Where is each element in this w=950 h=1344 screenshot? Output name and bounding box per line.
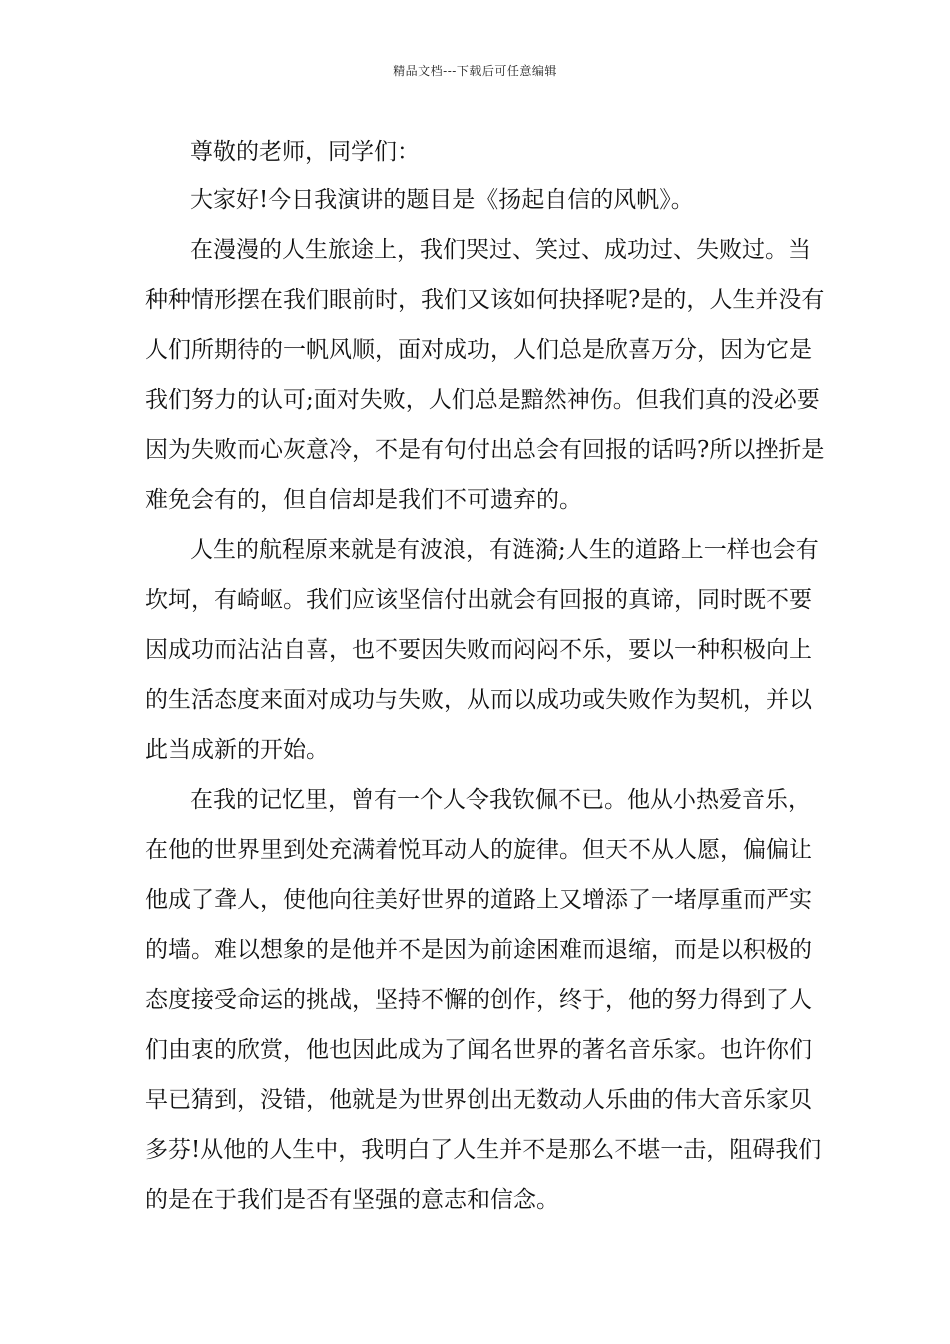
paragraph-1-line-6: 难免会有的，但自信却是我们不可遗弃的。 (145, 487, 582, 513)
paragraph-2-line-5: 此当成新的开始。 (145, 737, 329, 763)
paragraph-1-line-5: 因为失败而心灰意冷，不是有句付出总会有回报的话吗?所以挫折是 (145, 437, 825, 463)
greeting-line: 大家好!今日我演讲的题目是《扬起自信的风帆》。 (190, 187, 694, 213)
paragraph-2-line-4: 的生活态度来面对成功与失败，从而以成功或失败作为契机，并以 (145, 687, 812, 713)
paragraph-2-line-1: 人生的航程原来就是有波浪，有涟漪;人生的道路上一样也会有 (190, 537, 819, 563)
paragraph-3-line-5: 态度接受命运的挑战，坚持不懈的创作，终于，他的努力得到了人 (145, 987, 812, 1013)
paragraph-3-line-9: 的是在于我们是否有坚强的意志和信念。 (145, 1187, 559, 1213)
paragraph-3-line-2: 在他的世界里到处充满着悦耳动人的旋律。但天不从人愿，偏偏让 (145, 837, 812, 863)
paragraph-2-line-2: 坎坷，有崎岖。我们应该坚信付出就会有回报的真谛，同时既不要 (145, 587, 812, 613)
page-header: 精品文档---下载后可任意编辑 (393, 64, 557, 78)
paragraph-3-line-7: 早已猜到，没错，他就是为世界创出无数动人乐曲的伟大音乐家贝 (145, 1087, 812, 1113)
paragraph-3-line-8: 多芬!从他的人生中，我明白了人生并不是那么不堪一击，阻碍我们 (145, 1137, 822, 1163)
paragraph-1-line-1: 在漫漫的人生旅途上，我们哭过、笑过、成功过、失败过。当 (190, 237, 811, 263)
salutation-line: 尊敬的老师，同学们： (190, 139, 420, 165)
paragraph-1-line-3: 人们所期待的一帆风顺，面对成功，人们总是欣喜万分，因为它是 (145, 337, 812, 363)
paragraph-1-line-4: 我们努力的认可;面对失败，人们总是黯然神伤。但我们真的没必要 (145, 387, 820, 413)
paragraph-3-line-6: 们由衷的欣赏，他也因此成为了闻名世界的著名音乐家。也许你们 (145, 1037, 812, 1063)
paragraph-3-line-3: 他成了聋人，使他向往美好世界的道路上又增添了一堵厚重而严实 (145, 887, 812, 913)
paragraph-3-line-1: 在我的记忆里，曾有一个人令我钦佩不已。他从小热爱音乐， (190, 787, 811, 813)
paragraph-3-line-4: 的墙。难以想象的是他并不是因为前途困难而退缩，而是以积极的 (145, 937, 812, 963)
paragraph-1-line-2: 种种情形摆在我们眼前时，我们又该如何抉择呢?是的，人生并没有 (145, 287, 825, 313)
paragraph-2-line-3: 因成功而沾沾自喜，也不要因失败而闷闷不乐，要以一种积极向上 (145, 637, 812, 663)
